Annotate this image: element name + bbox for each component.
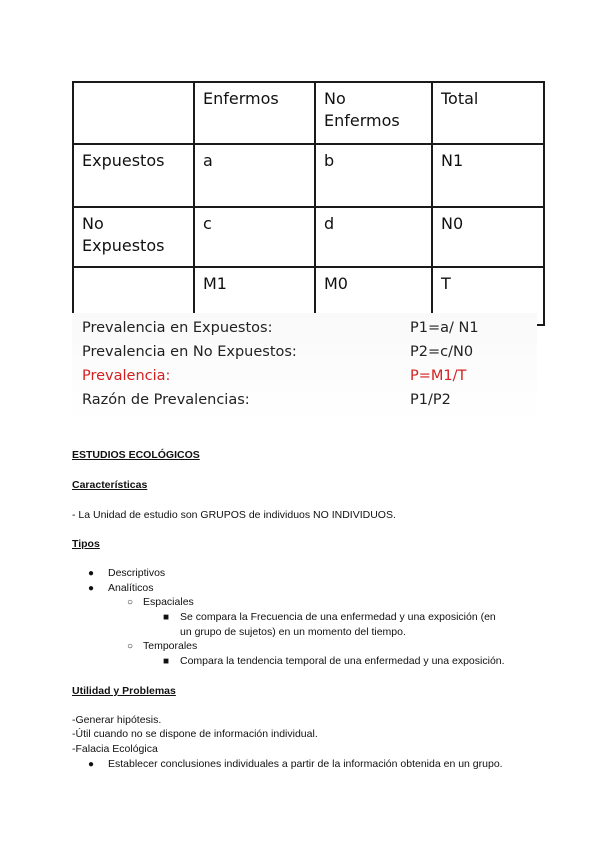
prevalence-formula: P1=a/ N1 bbox=[410, 320, 479, 336]
bullet-icon: ● bbox=[88, 568, 95, 579]
table-cell: d bbox=[315, 207, 432, 267]
header-no-enfermos-line2: Enfermos bbox=[324, 111, 400, 130]
table-cell: N0 bbox=[432, 207, 544, 267]
caracteristicas-heading: Características bbox=[72, 479, 148, 491]
row-label-no-expuestos-line1: No bbox=[82, 214, 104, 233]
header-no-enfermos bbox=[315, 82, 432, 144]
prevalence-formula: P1/P2 bbox=[410, 392, 451, 408]
table-cell: M0 bbox=[315, 267, 432, 325]
table-cell: b bbox=[315, 144, 432, 207]
table-cell: a bbox=[194, 144, 315, 207]
square-bullet-icon: ■ bbox=[163, 612, 170, 623]
table-header-row bbox=[73, 82, 544, 144]
espaciales-description-line1: Se compara la Frecuencia de una enfermedad y una exposición (en bbox=[180, 611, 496, 623]
table-row bbox=[73, 144, 544, 207]
prevalence-label: Razón de Prevalencias: bbox=[82, 392, 250, 408]
circle-bullet-icon: ○ bbox=[127, 641, 134, 652]
header-no-enfermos-line1: No bbox=[324, 89, 346, 108]
utilidad-line: -Falacia Ecológica bbox=[72, 743, 158, 755]
contingency-table bbox=[72, 81, 545, 326]
prevalence-formula: P=M1/T bbox=[410, 368, 467, 384]
utilidad-line: -Útil cuando no se dispone de información individual. bbox=[72, 728, 318, 740]
bullet-icon: ● bbox=[88, 583, 95, 594]
list-item-descriptivos: Descriptivos bbox=[108, 567, 166, 579]
table-cell: N1 bbox=[432, 144, 544, 207]
prevalence-row bbox=[82, 344, 537, 368]
prevalence-label: Prevalencia: bbox=[82, 368, 171, 384]
temporales-description: Compara la tendencia temporal de una enfermedad y una exposición. bbox=[180, 655, 505, 667]
row-label-no-expuestos bbox=[73, 207, 194, 267]
prevalence-block bbox=[72, 313, 537, 423]
table-cell: c bbox=[194, 207, 315, 267]
falacia-bullet-text: Establecer conclusiones individuales a partir de la información obtenida en un grupo. bbox=[108, 758, 503, 770]
prevalence-label: Prevalencia en No Expuestos: bbox=[82, 344, 297, 360]
square-bullet-icon: ■ bbox=[163, 656, 170, 667]
bullet-icon: ● bbox=[88, 759, 95, 770]
espaciales-description-line2: un grupo de sujetos) en un momento del tiempo. bbox=[180, 626, 406, 638]
circle-bullet-icon: ○ bbox=[127, 597, 134, 608]
prevalence-label: Prevalencia en Expuestos: bbox=[82, 320, 273, 336]
table-row bbox=[73, 207, 544, 267]
prevalence-row bbox=[82, 368, 537, 392]
tipos-heading: Tipos bbox=[72, 538, 100, 550]
row-label-expuestos: Expuestos bbox=[73, 144, 194, 207]
section-title: ESTUDIOS ECOLÓGICOS bbox=[72, 449, 200, 461]
prevalence-row bbox=[82, 392, 537, 416]
table-corner-cell bbox=[73, 82, 194, 144]
header-total: Total bbox=[432, 82, 544, 144]
table-cell: T bbox=[432, 267, 544, 325]
table-cell: M1 bbox=[194, 267, 315, 325]
row-label-no-expuestos-line2: Expuestos bbox=[82, 236, 165, 255]
utilidad-line: -Generar hipótesis. bbox=[72, 714, 162, 726]
utilidad-heading: Utilidad y Problemas bbox=[72, 685, 176, 697]
list-item-analiticos: Analíticos bbox=[108, 582, 154, 594]
header-enfermos: Enfermos bbox=[194, 82, 315, 144]
caracteristicas-text: - La Unidad de estudio son GRUPOS de individuos NO INDIVIDUOS. bbox=[72, 509, 396, 521]
list-item-espaciales: Espaciales bbox=[143, 596, 194, 608]
prevalence-formula: P2=c/N0 bbox=[410, 344, 474, 360]
list-item-temporales: Temporales bbox=[143, 640, 198, 652]
prevalence-row bbox=[82, 320, 537, 344]
